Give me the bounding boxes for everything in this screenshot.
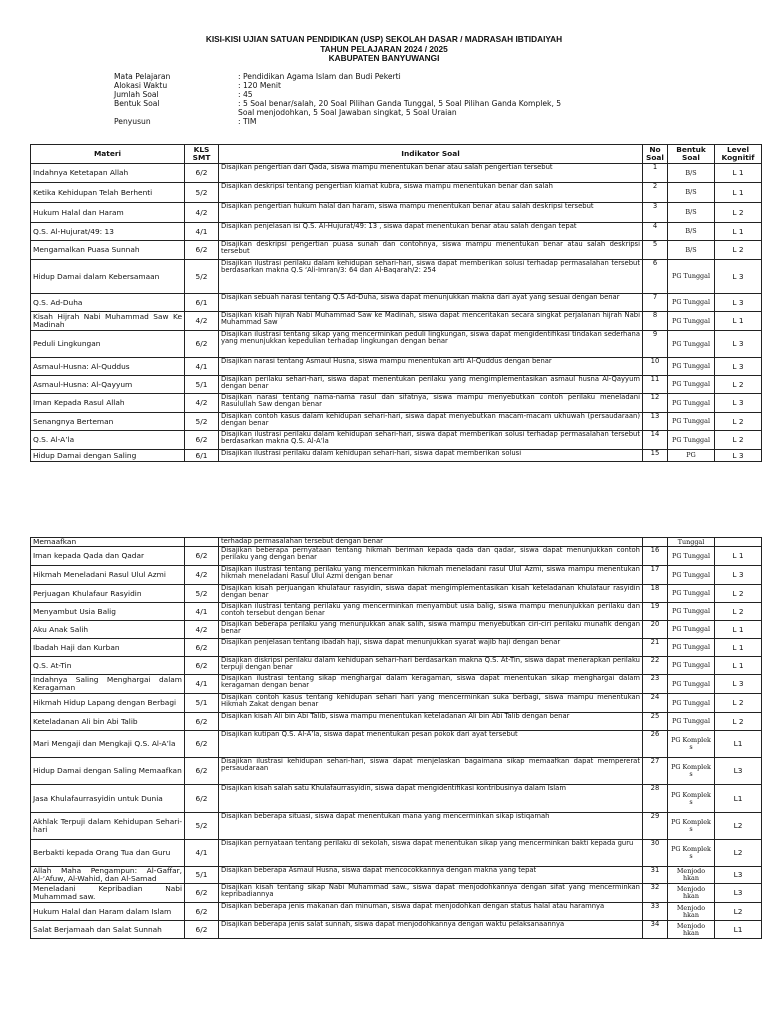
kls-smt-cell: 6/2 [185,331,219,358]
materi-cell: Berbakti kepada Orang Tua dan Guru [31,840,185,867]
kls-smt-cell: 6/2 [185,431,219,450]
meta-value: : 45 [238,90,253,100]
bentuk-soal-cell: PG Tunggal [668,603,715,621]
indikator-cell: Disajikan ilustrasi tentang perilaku yang mencerminkan menyambut usia balig, siswa mampu menunjukkan perilaku dan contoh tersebut dengan benar [219,603,643,621]
level-kognitif-cell: L2 [715,813,762,840]
header-no: No Soal [643,145,668,164]
bentuk-soal-cell: PG Tunggal [668,694,715,713]
indikator-cell: Disajikan ilustrasi kehidupan sehari-hari, siswa dapat menjelaskan bagaimana sikap memaafkan dapat mempererat persaudaraan [219,758,643,785]
materi-cell: Hukum Halal dan Haram [31,203,185,223]
no-soal-cell: 34 [643,921,668,939]
bentuk-soal-cell: PG Komplek s [668,840,715,867]
header-level: Level Kognitif [715,145,762,164]
materi-cell: Hikmah Meneladani Rasul Ulul Azmi [31,566,185,585]
materi-cell: Q.S. Ad-Duha [31,294,185,312]
indikator-cell: terhadap permasalahan tersebut dengan benar [219,538,643,547]
materi-cell: Kisah Hijrah Nabi Muhammad Saw Ke Madinah [31,312,185,331]
no-soal-cell: 4 [643,223,668,241]
meta-row [114,90,608,99]
table-row [31,547,762,566]
materi-cell: Memaafkan [31,538,185,547]
bentuk-soal-cell: PG Tunggal [668,585,715,603]
materi-cell: Q.S. At-Tin [31,657,185,675]
level-kognitif-cell: L 1 [715,621,762,639]
bentuk-soal-cell: PG Tunggal [668,394,715,413]
no-soal-cell: 7 [643,294,668,312]
bentuk-soal-cell: Menjodo hkan [668,921,715,939]
header-bentuk: Bentuk Soal [668,145,715,164]
kls-smt-cell: 5/2 [185,413,219,431]
bentuk-soal-cell: PG [668,450,715,462]
materi-cell: Iman kepada Qada dan Qadar [31,547,185,566]
table-row [31,639,762,657]
no-soal-cell: 21 [643,639,668,657]
no-soal-cell: 5 [643,241,668,260]
no-soal-cell: 32 [643,884,668,903]
indikator-cell: Disajikan ilustrasi tentang sikap yang mencerminkan peduli lingkungan, siswa dapat mengidentifikasi tindakan sederhana yang menunjukkan kepedulian terhadap lingkungan dengan benar [219,331,643,358]
no-soal-cell: 12 [643,394,668,413]
table-row [31,621,762,639]
table-row [31,585,762,603]
no-soal-cell: 23 [643,675,668,694]
table-row [31,713,762,731]
no-soal-cell: 3 [643,203,668,223]
level-kognitif-cell: L1 [715,921,762,939]
no-soal-cell: 1 [643,164,668,183]
no-soal-cell: 20 [643,621,668,639]
indikator-cell: Disajikan narasi tentang Asmaul Husna, siswa mampu menentukan arti Al-Quddus dengan benar [219,358,643,376]
level-kognitif-cell: L 2 [715,241,762,260]
bentuk-soal-cell: PG Tunggal [668,657,715,675]
level-kognitif-cell: L 1 [715,547,762,566]
indikator-cell: Disajikan beberapa jenis makanan dan minuman, siswa dapat menjodohkan dengan status halal atau haramnya [219,903,643,921]
meta-key: Jumlah Soal [114,90,159,100]
kls-smt-cell: 6/2 [185,921,219,939]
materi-cell: Asmaul-Husna: Al-Qayyum [31,376,185,394]
bentuk-soal-cell: Menjodo hkan [668,903,715,921]
meta-row [114,81,608,90]
indikator-cell: Disajikan kisah hijrah Nabi Muhammad Saw ke Madinah, siswa dapat menceritakan secara singkat perjalanan hijrah Nabi Muhammad Saw [219,312,643,331]
no-soal-cell: 8 [643,312,668,331]
no-soal-cell: 9 [643,331,668,358]
kls-smt-cell: 6/2 [185,639,219,657]
bentuk-soal-cell: PG Tunggal [668,566,715,585]
level-kognitif-cell: L3 [715,867,762,884]
table-row [31,566,762,585]
indikator-cell: Disajikan sebuah narasi tentang Q.S Ad-Duha, siswa dapat menunjukkan makna dari ayat yang sesuai dengan benar [219,294,643,312]
level-kognitif-cell: L 2 [715,203,762,223]
table-row [31,694,762,713]
level-kognitif-cell: L 1 [715,312,762,331]
indikator-cell: Disajikan kisah salah satu Khulafaurrasyidin, siswa dapat mengidentifikasi kontribusinya dalam Islam [219,785,643,813]
kls-smt-cell: 6/2 [185,657,219,675]
bentuk-soal-cell: PG Komplek s [668,785,715,813]
no-soal-cell: 29 [643,813,668,840]
meta-key: Penyusun [114,117,151,127]
table-row [31,241,762,260]
level-kognitif-cell: L1 [715,731,762,758]
meta-row [114,108,608,117]
kls-smt-cell: 5/2 [185,183,219,203]
level-kognitif-cell: L 3 [715,450,762,462]
indikator-cell: Disajikan contoh kasus dalam kehidupan sehari-hari, siswa dapat menyebutkan macam-macam ukhuwah (persaudaraan) dengan benar [219,413,643,431]
kls-smt-cell: 4/1 [185,358,219,376]
materi-cell: Aku Anak Salih [31,621,185,639]
table-row [31,331,762,358]
meta-value: Soal menjodohkan, 5 Soal Jawaban singkat, 5 Soal Uraian [238,108,457,118]
kls-smt-cell: 6/2 [185,785,219,813]
kls-smt-cell: 5/2 [185,585,219,603]
materi-cell: Hukum Halal dan Haram dalam Islam [31,903,185,921]
kls-smt-cell: 4/1 [185,675,219,694]
bentuk-soal-cell: PG Tunggal [668,413,715,431]
kls-smt-cell: 4/2 [185,203,219,223]
materi-cell: Senangnya Berteman [31,413,185,431]
materi-cell: Mengamalkan Puasa Sunnah [31,241,185,260]
indikator-cell: Disajikan beberapa perilaku yang menunjukkan anak salih, siswa mampu menyebutkan ciri-ciri perilaku munafik dengan benar [219,621,643,639]
materi-cell: Indahnya Saling Menghargai dalam Keragaman [31,675,185,694]
meta-value: : Pendidikan Agama Islam dan Budi Pekerti [238,72,401,81]
level-kognitif-cell: L 3 [715,394,762,413]
kls-smt-cell: 6/1 [185,294,219,312]
table-row [31,675,762,694]
table-row [31,758,762,785]
no-soal-cell: 10 [643,358,668,376]
level-kognitif-cell: L 1 [715,183,762,203]
bentuk-soal-cell: PG Tunggal [668,713,715,731]
table-row [31,657,762,675]
indikator-cell: Disajikan beberapa situasi, siswa dapat menentukan mana yang mencerminkan sikap istiqamah [219,813,643,840]
kls-smt-cell: 4/1 [185,223,219,241]
kls-smt-cell: 6/2 [185,241,219,260]
materi-cell: Q.S. Al-A’la [31,431,185,450]
header-kls: KLS SMT [185,145,219,164]
materi-cell: Ketika Kehidupan Telah Berhenti [31,183,185,203]
level-kognitif-cell: L 3 [715,358,762,376]
materi-cell: Perjuagan Khulafaur Rasyidin [31,585,185,603]
kls-smt-cell: 4/2 [185,621,219,639]
indikator-cell: Disajikan pengertian dari Qada, siswa mampu menentukan benar atau salah pengertian tersebut [219,164,643,183]
table-header-row [31,145,762,164]
level-kognitif-cell: L3 [715,884,762,903]
level-kognitif-cell: L 3 [715,675,762,694]
table-row [31,603,762,621]
indikator-cell: Disajikan narasi tentang nama-nama rasul dan sifatnya, siswa mampu menyebutkan contoh perilaku meneladani Rasulullah Saw dengan benar [219,394,643,413]
meta-row [114,72,608,81]
bentuk-soal-cell: Tunggal [668,538,715,547]
bentuk-soal-cell: B/S [668,223,715,241]
bentuk-soal-cell: PG Komplek s [668,731,715,758]
table-row [31,223,762,241]
kisi-table-page-2 [30,537,762,939]
indikator-cell: Disajikan diskripsi perilaku dalam kehidupan sehari-hari berdasarkan makna Q.S. At-Tin, siswa dapat menerapkan perilaku terpuji dengan benar [219,657,643,675]
meta-row [114,117,608,126]
no-soal-cell: 6 [643,260,668,294]
indikator-cell: Disajikan beberapa Asmaul Husna, siswa dapat mencocokkannya dengan makna yang tepat [219,867,643,884]
materi-cell: Salat Berjamaah dan Salat Sunnah [31,921,185,939]
title-line-2: TAHUN PELAJARAN 2024 / 2025 [320,43,448,54]
materi-cell: Hikmah Hidup Lapang dengan Berbagi [31,694,185,713]
indikator-cell: Disajikan pengertian hukum halal dan haram, siswa mampu menentukan benar atau salah deskripsi tersebut [219,203,643,223]
indikator-cell: Disajikan penjelasan tentang ibadah haji, siswa dapat menunjukkan syarat wajib haji dengan benar [219,639,643,657]
indikator-cell: Disajikan ilustrasi tentang perilaku yang mencerminkan hikmah meneladani rasul Ulul Azmi, siswa mampu menentukan hikmah meneladani Rasul Ulul Azmi dengan benar [219,566,643,585]
indikator-cell: Disajikan pernyataan tentang perilaku di sekolah, siswa dapat menentukan sikap yang mencerminkan bakti kepada guru [219,840,643,867]
table-row [31,376,762,394]
no-soal-cell: 11 [643,376,668,394]
materi-cell: Hidup Damai dengan Saling Memaafkan [31,758,185,785]
table-row [31,203,762,223]
bentuk-soal-cell: PG Tunggal [668,431,715,450]
materi-cell: Ibadah Haji dan Kurban [31,639,185,657]
indikator-cell: Disajikan beberapa jenis salat sunnah, siswa dapat menjodohkannya dengan waktu pelaksanaannya [219,921,643,939]
materi-cell: Peduli Lingkungan [31,331,185,358]
table-row [31,431,762,450]
indikator-cell: Disajikan kisah tentang sikap Nabi Muhammad saw., siswa dapat menjodohkannya dengan sifat yang mencerminkan kepribadiannya [219,884,643,903]
level-kognitif-cell: L 2 [715,413,762,431]
table-row [31,312,762,331]
bentuk-soal-cell: Menjodo hkan [668,884,715,903]
table-row [31,413,762,431]
no-soal-cell: 2 [643,183,668,203]
kls-smt-cell: 6/2 [185,884,219,903]
materi-cell: Mari Mengaji dan Mengkaji Q.S. Al-A’la [31,731,185,758]
no-soal-cell: 31 [643,867,668,884]
level-kognitif-cell [715,538,762,547]
document-meta [114,72,608,127]
level-kognitif-cell: L 3 [715,294,762,312]
bentuk-soal-cell: PG Tunggal [668,621,715,639]
meta-row [114,99,608,108]
no-soal-cell: 15 [643,450,668,462]
bentuk-soal-cell: PG Tunggal [668,675,715,694]
no-soal-cell: 26 [643,731,668,758]
kls-smt-cell: 6/1 [185,450,219,462]
level-kognitif-cell: L 3 [715,331,762,358]
meta-key: Alokasi Waktu [114,81,168,91]
header-materi: Materi [31,145,185,164]
no-soal-cell: 33 [643,903,668,921]
indikator-cell: Disajikan kutipan Q.S. Al-A’la, siswa dapat menentukan pesan pokok dari ayat tersebut [219,731,643,758]
table-row [31,358,762,376]
table-row [31,183,762,203]
kls-smt-cell: 6/2 [185,903,219,921]
table-row [31,450,762,462]
level-kognitif-cell: L 2 [715,431,762,450]
indikator-cell: Disajikan ilustrasi perilaku dalam kehidupan sehari-hari, siswa dapat memberikan solusi [219,450,643,462]
level-kognitif-cell: L2 [715,903,762,921]
document-title [0,35,768,64]
table-row [31,164,762,183]
level-kognitif-cell: L 1 [715,639,762,657]
title-line-3: KABUPATEN BANYUWANGI [328,53,440,63]
level-kognitif-cell: L 3 [715,566,762,585]
indikator-cell: Disajikan perilaku sehari-hari, siswa dapat menentukan perilaku yang mengimplementasikan asmaul husna Al-Qayyum dengan benar [219,376,643,394]
meta-key: Mata Pelajaran [114,72,171,81]
level-kognitif-cell: L2 [715,840,762,867]
kls-smt-cell: 4/2 [185,394,219,413]
indikator-cell: Disajikan penjelasan isi Q.S. Al-Hujurat/49: 13 , siswa dapat menentukan benar atau salah dengan tepat [219,223,643,241]
materi-cell: Iman Kepada Rasul Allah [31,394,185,413]
kls-smt-cell: 4/1 [185,840,219,867]
level-kognitif-cell: L 2 [715,376,762,394]
table-row [31,921,762,939]
bentuk-soal-cell: B/S [668,203,715,223]
table-row [31,731,762,758]
materi-cell: Hidup Damai dalam Kebersamaan [31,260,185,294]
bentuk-soal-cell: PG Tunggal [668,294,715,312]
bentuk-soal-cell: PG Tunggal [668,312,715,331]
level-kognitif-cell: L3 [715,758,762,785]
level-kognitif-cell: L 2 [715,694,762,713]
bentuk-soal-cell: Menjodo hkan [668,867,715,884]
indikator-cell: Disajikan ilustrasi perilaku dalam kehidupan sehari-hari, siswa dapat memberikan solusi terhadap permasalahan tersebut berdasarkan makna Q.S ‘Ali-Imran/3: 64 dan Al-Baqarah/2: 254 [219,260,643,294]
indikator-cell: Disajikan kisah Ali bin Abi Talib, siswa mampu menentukan keteladanan Ali bin Abi Talib dengan benar [219,713,643,731]
table-row [31,867,762,884]
bentuk-soal-cell: PG Tunggal [668,260,715,294]
table-row [31,903,762,921]
indikator-cell: Disajikan contoh kasus tentang kehidupan sehari hari yang mencerminkan suka berbagi, siswa mampu menentukan Hikmah Zakat dengan benar [219,694,643,713]
materi-cell: Akhlak Terpuji dalam Kehidupan Sehari-hari [31,813,185,840]
level-kognitif-cell: L 2 [715,603,762,621]
indikator-cell: Disajikan ilustrasi perilaku dalam kehidupan sehari-hari, siswa dapat memberikan solusi terhadap permasalahan tersebut berdasarkan makna Q.S. Al-A’la [219,431,643,450]
kisi-table-page-1 [30,144,762,462]
kls-smt-cell: 4/2 [185,566,219,585]
kls-smt-cell: 5/1 [185,376,219,394]
table-row [31,813,762,840]
no-soal-cell: 16 [643,547,668,566]
header-indikator: Indikator Soal [219,145,643,164]
no-soal-cell: 27 [643,758,668,785]
level-kognitif-cell: L 1 [715,223,762,241]
no-soal-cell: 19 [643,603,668,621]
table-row [31,394,762,413]
no-soal-cell: 13 [643,413,668,431]
kls-smt-cell: 6/2 [185,758,219,785]
level-kognitif-cell: L 2 [715,585,762,603]
materi-cell: Hidup Damai dengan Saling [31,450,185,462]
no-soal-cell: 28 [643,785,668,813]
materi-cell: Menyambut Usia Balig [31,603,185,621]
indikator-cell: Disajikan deskripsi tentang pengertian kiamat kubra, siswa mampu menentukan benar dan salah [219,183,643,203]
bentuk-soal-cell: PG Tunggal [668,639,715,657]
kls-smt-cell: 4/1 [185,603,219,621]
table-row [31,260,762,294]
table-row [31,840,762,867]
indikator-cell: Disajikan ilustrasi tentang sikap menghargai dalam keragaman, siswa dapat menentukan sikap menghargai dalam keragaman dengan benar [219,675,643,694]
kls-smt-cell: 6/2 [185,164,219,183]
materi-cell: Meneladani Kepribadian Nabi Muhammad saw. [31,884,185,903]
bentuk-soal-cell: B/S [668,241,715,260]
kls-smt-cell: 5/1 [185,867,219,884]
meta-value: : TIM [238,117,257,127]
no-soal-cell: 18 [643,585,668,603]
meta-value: : 120 Menit [238,81,282,91]
table-row [31,785,762,813]
table-row [31,294,762,312]
kls-smt-cell [185,538,219,547]
table-row [31,538,762,547]
materi-cell: Allah Maha Pengampun: Al-Gaffar, Al-‘Afuw, Al-Wahid, dan Al-Samad [31,867,185,884]
indikator-cell: Disajikan beberapa pernyataan tentang hikmah beriman kepada qada dan qadar, siswa dapat menunjukkan contoh perilaku yang dengan benar [219,547,643,566]
bentuk-soal-cell: PG Komplek s [668,758,715,785]
level-kognitif-cell: L 3 [715,260,762,294]
title-line-1: KISI-KISI UJIAN SATUAN PENDIDIKAN (USP) SEKOLAH DASAR / MADRASAH IBTIDAIYAH [205,34,563,44]
bentuk-soal-cell: PG Tunggal [668,547,715,566]
kls-smt-cell: 4/2 [185,312,219,331]
no-soal-cell: 17 [643,566,668,585]
kls-smt-cell: 5/1 [185,694,219,713]
level-kognitif-cell: L 1 [715,164,762,183]
no-soal-cell: 14 [643,431,668,450]
no-soal-cell: 24 [643,694,668,713]
indikator-cell: Disajikan kisah perjuangan khulafaur rasyidin, siswa dapat mengimplementasikan kisah keteladanan khulafaur rasyidin dengan benar [219,585,643,603]
bentuk-soal-cell: PG Tunggal [668,358,715,376]
kls-smt-cell: 5/2 [185,813,219,840]
level-kognitif-cell: L 1 [715,657,762,675]
kls-smt-cell: 6/2 [185,713,219,731]
bentuk-soal-cell: PG Tunggal [668,331,715,358]
materi-cell: Jasa Khulafaurrasyidin untuk Dunia [31,785,185,813]
level-kognitif-cell: L1 [715,785,762,813]
bentuk-soal-cell: B/S [668,164,715,183]
materi-cell: Asmaul-Husna: Al-Quddus [31,358,185,376]
no-soal-cell: 25 [643,713,668,731]
no-soal-cell: 22 [643,657,668,675]
bentuk-soal-cell: PG Komplek s [668,813,715,840]
indikator-cell: Disajikan deskripsi pengertian puasa sunah dan contohnya, siswa mampu menentukan benar atau salah deskripsi tersebut [219,241,643,260]
meta-key: Bentuk Soal [114,99,160,109]
kls-smt-cell: 6/2 [185,731,219,758]
bentuk-soal-cell: PG Tunggal [668,376,715,394]
kls-smt-cell: 5/2 [185,260,219,294]
materi-cell: Keteladanan Ali bin Abi Talib [31,713,185,731]
bentuk-soal-cell: B/S [668,183,715,203]
level-kognitif-cell: L 2 [715,713,762,731]
table-row [31,884,762,903]
kls-smt-cell: 6/2 [185,547,219,566]
no-soal-cell: 30 [643,840,668,867]
materi-cell: Q.S. Al-Hujurat/49: 13 [31,223,185,241]
meta-key [114,108,238,117]
meta-value: : 5 Soal benar/salah, 20 Soal Pilihan Ganda Tunggal, 5 Soal Pilihan Ganda Komplek, 5 [238,99,562,109]
no-soal-cell [643,538,668,547]
materi-cell: Indahnya Ketetapan Allah [31,164,185,183]
